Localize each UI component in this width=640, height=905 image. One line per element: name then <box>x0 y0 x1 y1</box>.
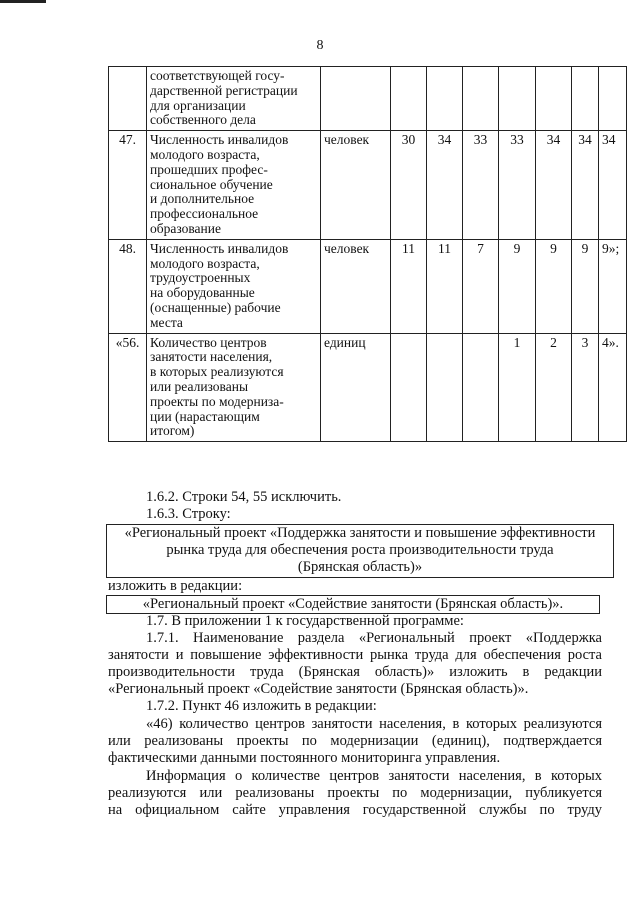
page-number: 8 <box>316 38 324 53</box>
paragraph-1-7: 1.7. В приложении 1 к государственной программе: <box>146 613 464 629</box>
year-value: 11 <box>391 239 427 333</box>
year-value: 33 <box>499 131 536 240</box>
table-row <box>109 333 627 442</box>
year-value: 1 <box>499 333 536 442</box>
year-value <box>427 67 463 131</box>
row-number: «56. <box>109 333 147 442</box>
scan-artifact <box>0 0 46 3</box>
indicator-name: Количество центров занятости населения, в которых реализуются или реализованы проекты по модерниза- ции (нарастающим итогом) <box>147 333 321 442</box>
year-value: 7 <box>463 239 499 333</box>
paragraph-46-line2: или реализованы проекты по модернизации (единиц), подтверждается <box>108 733 602 749</box>
paragraph-info-line2: реализуются или реализованы проекты по модернизации, публикуется <box>108 785 602 801</box>
new-project-name-box: «Региональный проект «Содействие занятости (Брянская область)». <box>106 595 600 614</box>
year-value: 9 <box>499 239 536 333</box>
row-number: 47. <box>109 131 147 240</box>
paragraph-info-line1: Информация о количестве центров занятости населения, в которых <box>146 768 602 784</box>
table-row <box>109 67 627 131</box>
year-value <box>572 67 599 131</box>
year-value <box>391 333 427 442</box>
indicator-name: Численность инвалидов молодого возраста, прошедших профес- сиональное обучение и дополнительное профессиональное образование <box>147 131 321 240</box>
unit-of-measure: единиц <box>321 333 391 442</box>
year-value: 9 <box>536 239 572 333</box>
row-number <box>109 67 147 131</box>
row-number: 48. <box>109 239 147 333</box>
year-value: 4». <box>599 333 627 442</box>
year-value: 34 <box>572 131 599 240</box>
year-value: 9 <box>572 239 599 333</box>
paragraph-1-6-2: 1.6.2. Строки 54, 55 исключить. <box>146 489 342 505</box>
paragraph-edit-intro: изложить в редакции: <box>108 578 243 594</box>
year-value <box>499 67 536 131</box>
year-value <box>391 67 427 131</box>
year-value <box>536 67 572 131</box>
paragraph-1-7-1-line2: занятости и повышение эффективности рынка труда для обеспечения роста <box>108 647 602 663</box>
paragraph-1-7-1-line3: производительности труда (Брянская область)» изложить в редакции <box>108 664 602 680</box>
year-value <box>463 67 499 131</box>
old-project-name-box: «Региональный проект «Поддержка занятости и повышение эффективности рынка труда для обеспечения роста производительности труда (Брянская область)» <box>106 524 614 578</box>
year-value: 30 <box>391 131 427 240</box>
unit-of-measure: человек <box>321 239 391 333</box>
indicator-name: соответствующей госу- дарственной регистрации для организации собственного дела <box>147 67 321 131</box>
paragraph-1-6-3: 1.6.3. Строку: <box>146 506 231 522</box>
paragraph-1-7-1-line1: 1.7.1. Наименование раздела «Региональный проект «Поддержка <box>146 630 602 646</box>
year-value <box>427 333 463 442</box>
indicators-table <box>108 66 627 442</box>
year-value <box>463 333 499 442</box>
table-row <box>109 131 627 240</box>
year-value: 11 <box>427 239 463 333</box>
year-value: 34 <box>427 131 463 240</box>
paragraph-1-7-2: 1.7.2. Пункт 46 изложить в редакции: <box>146 698 377 714</box>
unit-of-measure: человек <box>321 131 391 240</box>
year-value <box>599 67 627 131</box>
paragraph-46-line1: «46) количество центров занятости населения, в которых реализуются <box>146 716 602 732</box>
indicator-name: Численность инвалидов молодого возраста, трудоустроенных на оборудованные (оснащенные) рабочие места <box>147 239 321 333</box>
unit-of-measure <box>321 67 391 131</box>
year-value: 34 <box>599 131 627 240</box>
year-value: 34 <box>536 131 572 240</box>
year-value: 9»; <box>599 239 627 333</box>
year-value: 33 <box>463 131 499 240</box>
year-value: 3 <box>572 333 599 442</box>
table-row <box>109 239 627 333</box>
year-value: 2 <box>536 333 572 442</box>
paragraph-1-7-1-line4: «Региональный проект «Содействие занятости (Брянская область)». <box>108 681 529 697</box>
paragraph-info-line3: на официальном сайте управления государственной службы по труду <box>108 802 602 818</box>
paragraph-46-line3: фактическими данными постоянного мониторинга управления. <box>108 750 501 766</box>
